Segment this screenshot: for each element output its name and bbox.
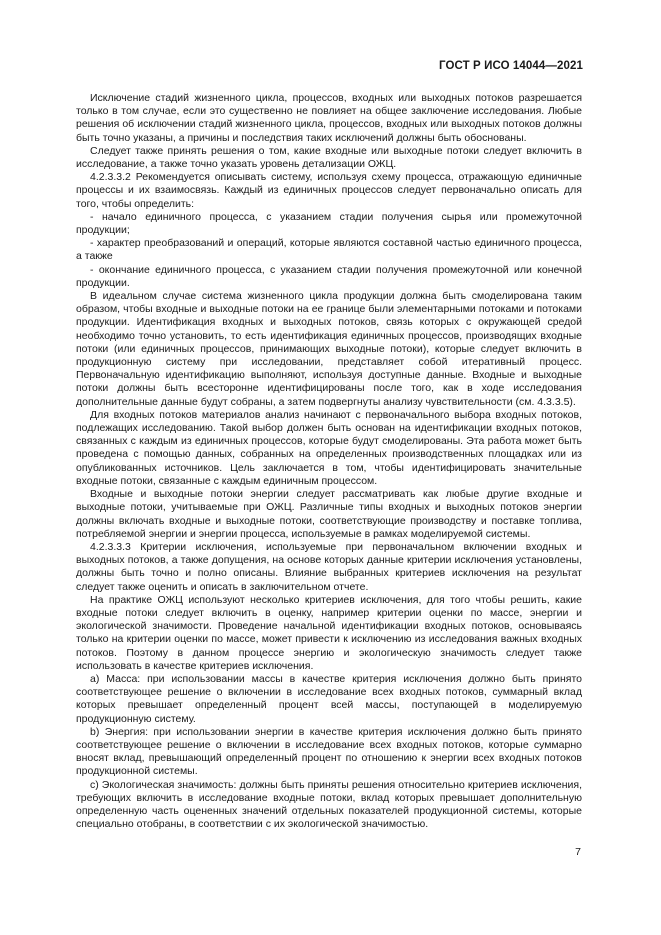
paragraph: На практике ОЖЦ используют несколько критериев исключения, для того чтобы решить, какие входные потоки следует включить в оценку, например критерии оценки по массе, энергии и экологической значимости. Проведение начальной идентификации входных потоков, основываясь только на критерии оценки по массе, может привести к исключению из исследования важных входных потоков. Поэтому в данном процессе энергию и экологическую значимость следует также использовать в качестве критериев исключения. [76, 593, 582, 672]
paragraph: Для входных потоков материалов анализ начинают с первоначального выбора входных потоков, подлежащих исследованию. Такой выбор должен быть основан на идентификации входных потоков, связанных с каждым из единичных процессов, которые будут смоделированы. Эта работа может быть проведена с помощью данных, собранных на определенных производственных площадках или из опубликованных источников. Цель заключается в том, чтобы идентифицировать значительные входные потоки, связанные с каждым единичным процессом. [76, 408, 582, 487]
list-item: b) Энергия: при использовании энергии в качестве критерия исключения должно быть принято соответствующее решение о включении в исследование всех входных потоков, которые суммарно вносят вклад, превышающий определенный процент по отношению к энергии всех входных потоков продукционной системы. [76, 725, 582, 778]
paragraph: Входные и выходные потоки энергии следует рассматривать как любые другие входные и выходные потоки, учитываемые при ОЖЦ. Различные типы входных и выходных потоков энергии должны включать входные и выходные потоки, соответствующие производству и поставке топлива, потребляемой энергии и энергии процесса, используемые в рамках моделируемой системы. [76, 488, 582, 540]
paragraph: 4.2.3.3.2 Рекомендуется описывать систему, используя схему процесса, отражающую единичные процессы и их взаимосвязь. Каждый из единичных процессов следует первоначально описать для того, чтобы определить: [76, 171, 582, 210]
list-item: - окончание единичного процесса, с указанием стадии получения промежуточной или конечной продукции. [76, 263, 582, 289]
standard-header: ГОСТ Р ИСО 14044—2021 [438, 60, 583, 72]
paragraph: В идеальном случае система жизненного цикла продукции должна быть смоделирована таким образом, чтобы входные и выходные потоки на ее границе были элементарными потоками и потоками продукции. Идентификация входных и выходных потоков, связь которых с окружающей средой необходимо точно установить, то есть идентификация единичных процессов, производящих входные потоки (или единичных процессов, принимающих выходные потоки), которые следует включить в продукционную систему при исследовании, представляет собой итеративный процесс. Первоначальную идентификацию выполняют, используя доступные данные. Входные и выходные потоки должны быть всесторонне идентифицированы после того, как в ходе исследования дополнительные данные будут собраны, а затем подвергнуты анализу чувствительности (см. 4.3.3.5). [76, 290, 582, 408]
list-item: a) Масса: при использовании массы в качестве критерия исключения должно быть принято соответствующее решение о включении в исследование всех входных потоков, суммарный вклад которых превышает определенный процент всей массы, поступающей в моделируемую продукционную систему. [76, 672, 582, 725]
paragraph: 4.2.3.3.3 Критерии исключения, используемые при первоначальном включении входных и выходных потоков, а также допущения, на основе которых данные критерии исключения установлены, должны быть точно и полно описаны. Влияние выбранных критериев исключения на результат следует также оценить и описать в заключительном отчете. [76, 540, 582, 593]
paragraph: Следует также принять решения о том, какие входные или выходные потоки следует включить в исследование, а также точно указать уровень детализации ОЖЦ. [76, 144, 582, 171]
list-item: - характер преобразований и операций, которые являются составной частью единичного процесса, а также [76, 237, 582, 263]
list-item: - начало единичного процесса, с указанием стадии получения сырья или промежуточной продукции; [76, 210, 582, 237]
body-text [76, 92, 582, 831]
page-number: 7 [575, 846, 581, 858]
paragraph: Исключение стадий жизненного цикла, процессов, входных или выходных потоков разрешается только в том случае, если это существенно не повлияет на общее заключение исследования. Любые решения об исключении стадий жизненного цикла, процессов, входных или выходных потоков должны быть точно указаны, а причины и последствия таких исключений должны быть обоснованы. [76, 92, 582, 144]
list-item: c) Экологическая значимость: должны быть приняты решения относительно критериев исключения, требующих включить в исследование входные потоки, вклад которых превышает дополнительную определенную часть оцененных значений отдельных показателей продукционной системы, которые специально отобраны, в соответствии с их экологической значимостью. [76, 778, 582, 831]
